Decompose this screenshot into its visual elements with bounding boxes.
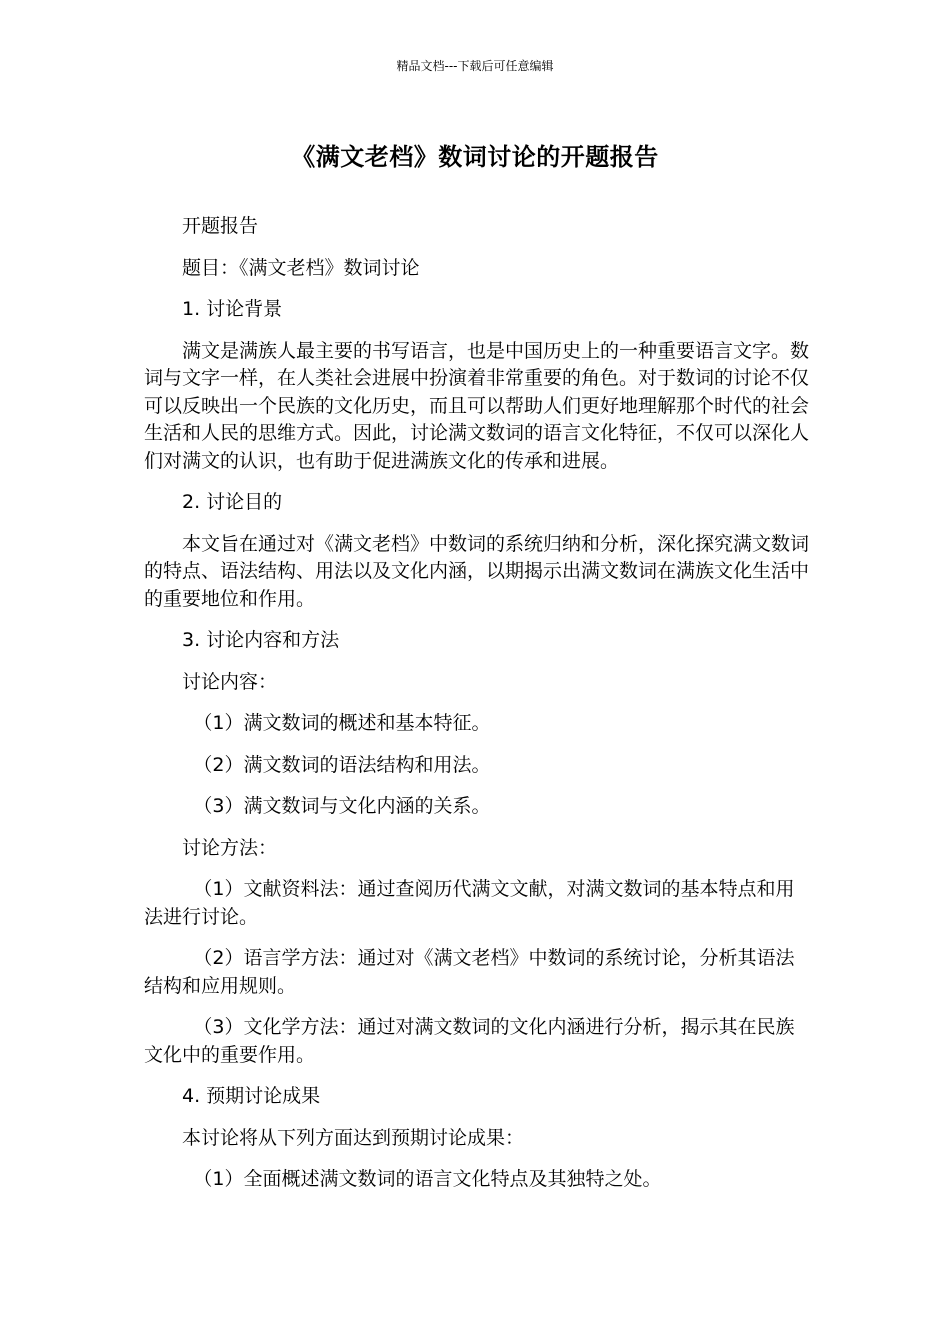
section-heading-content-method: 3. 讨论内容和方法 [182, 629, 340, 651]
list-item-method-1: （1）文献资料法：通过查阅历代满文文献，对满文数词的基本特点和用法进行讨论。 [144, 878, 795, 928]
list-item-result-1: （1）全面概述满文数词的语言文化特点及其独特之处。 [193, 1168, 662, 1190]
paragraph-topic: 题目：《满文老档》数词讨论 [182, 256, 420, 279]
label-content: 讨论内容： [182, 670, 278, 693]
paragraph-background: 满文是满族人最主要的书写语言，也是中国历史上的一种重要语言文字。数词与文字一样，在人类社会进展中扮演着非常重要的角色。对于数词的讨论不仅可以反映出一个民族的文化历史，而且可以帮助人们更好地理解那个时代的社会生活和人民的思维方式。因此，讨论满文数词的语言文化特征，不仅可以深化人们对满文的认识，也有助于促进满族文化的传承和进展。 [144, 339, 810, 472]
page-header: 精品文档---下载后可任意编辑 [396, 59, 554, 73]
section-heading-purpose: 2. 讨论目的 [182, 491, 283, 513]
list-item-content-3: （3）满文数词与文化内涵的关系。 [193, 795, 491, 817]
document-body [144, 213, 809, 1208]
section-heading-expected-results: 4. 预期讨论成果 [182, 1085, 321, 1107]
paragraph-expected-intro: 本讨论将从下列方面达到预期讨论成果： [182, 1126, 525, 1149]
label-method: 讨论方法： [182, 836, 278, 859]
list-item-method-2: （2）语言学方法：通过对《满文老档》中数词的系统讨论，分析其语法结构和应用规则。 [144, 947, 795, 997]
list-item-content-2: （2）满文数词的语法结构和用法。 [193, 753, 491, 776]
paragraph-purpose: 本文旨在通过对《满文老档》中数词的系统归纳和分析，深化探究满文数词的特点、语法结构、用法以及文化内涵，以期揭示出满文数词在满族文化生活中的重要地位和作用。 [144, 532, 810, 610]
list-item-content-1: （1）满文数词的概述和基本特征。 [193, 712, 491, 734]
list-item-method-3: （3）文化学方法：通过对满文数词的文化内涵进行分析，揭示其在民族文化中的重要作用。 [144, 1016, 795, 1066]
section-heading-background: 1. 讨论背景 [182, 298, 283, 320]
paragraph-report-label: 开题报告 [182, 215, 259, 237]
document-title: 《满文老档》数词讨论的开题报告 [291, 143, 659, 171]
